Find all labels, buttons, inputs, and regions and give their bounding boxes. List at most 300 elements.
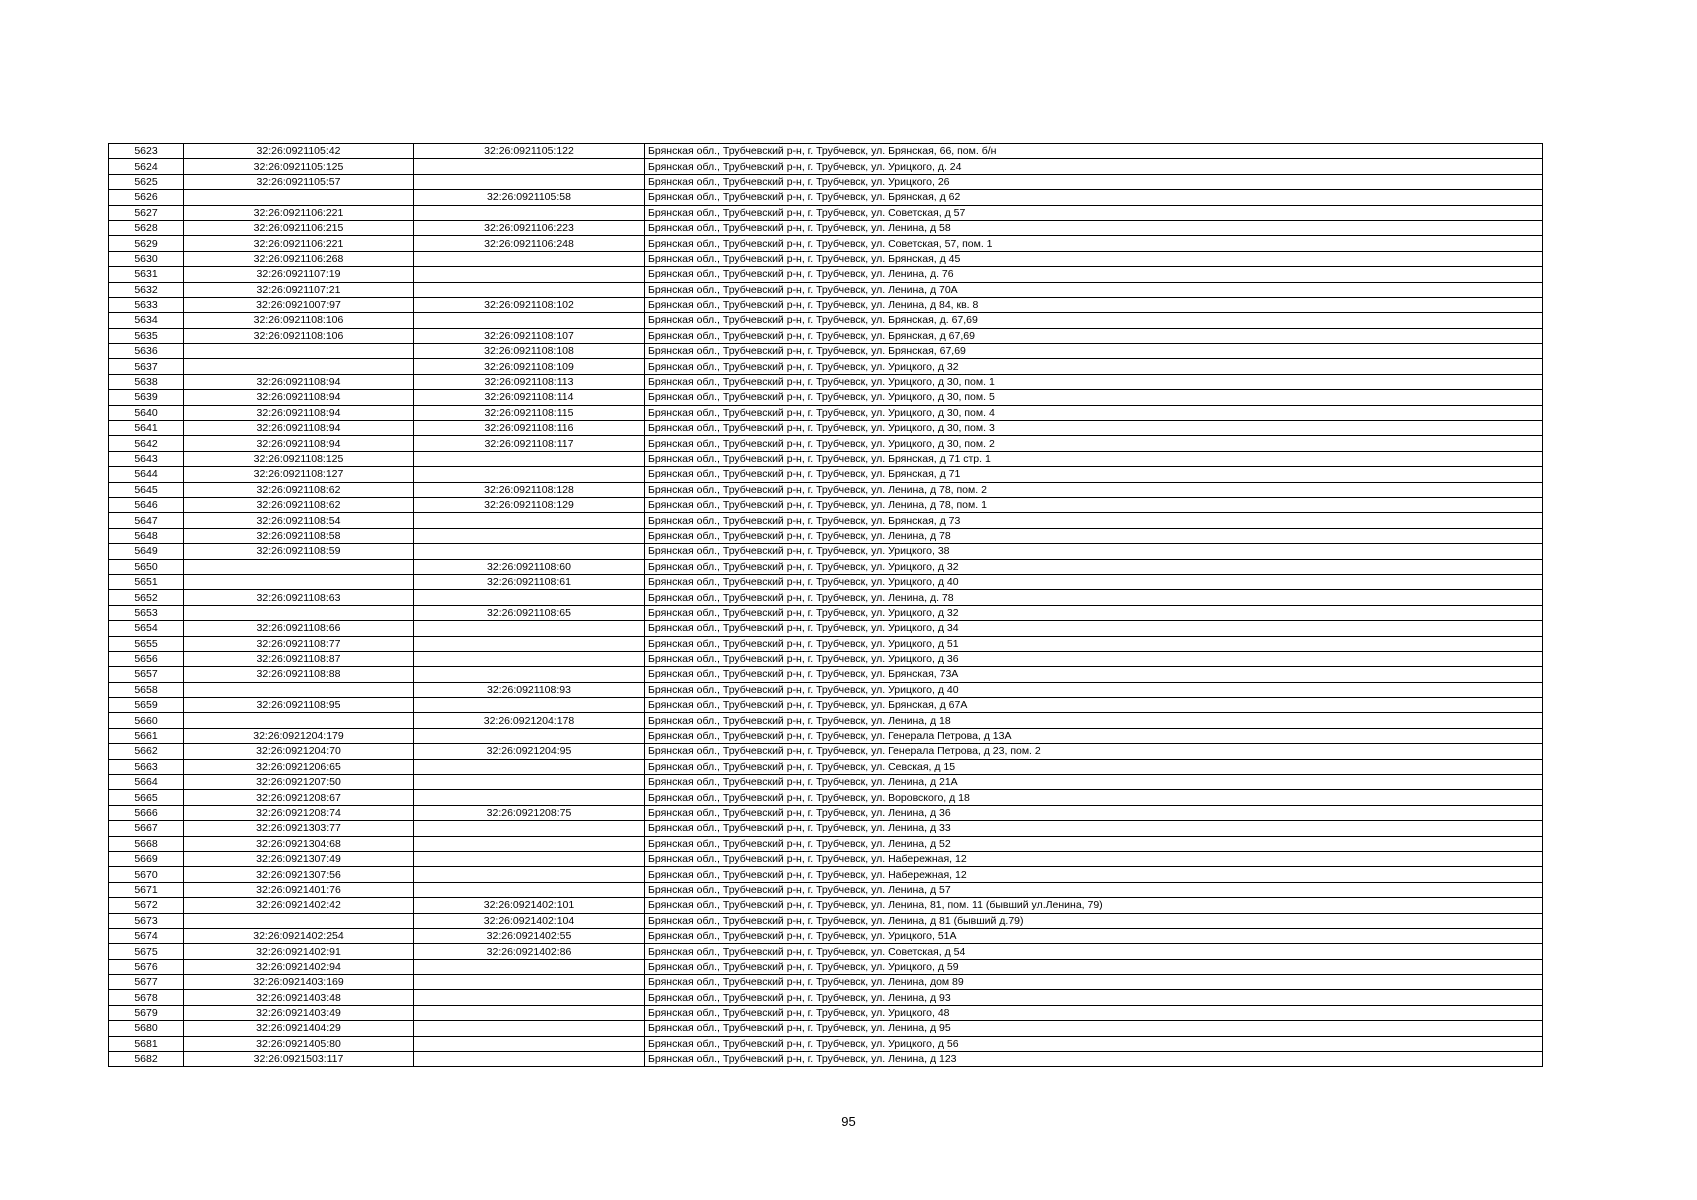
row-number-cell: 5668 <box>109 836 184 851</box>
cadastral-number-cell: 32:26:0921303:77 <box>184 821 414 836</box>
premises-cadastral-number-cell <box>414 651 645 666</box>
table-row <box>109 405 1543 420</box>
cadastral-number-cell: 32:26:0921307:56 <box>184 867 414 882</box>
cadastral-number-cell <box>184 713 414 728</box>
table-row <box>109 251 1543 266</box>
address-cell: Брянская обл., Трубчевский р-н, г. Трубчевск, ул. Севская, д 15 <box>645 759 1543 774</box>
row-number-cell: 5651 <box>109 574 184 589</box>
table-row <box>109 851 1543 866</box>
cadastral-number-cell: 32:26:0921204:70 <box>184 744 414 759</box>
cadastral-number-cell: 32:26:0921108:62 <box>184 497 414 512</box>
table-row <box>109 728 1543 743</box>
address-cell: Брянская обл., Трубчевский р-н, г. Трубчевск, ул. Генерала Петрова, д 13А <box>645 728 1543 743</box>
premises-cadastral-number-cell <box>414 590 645 605</box>
premises-cadastral-number-cell: 32:26:0921108:116 <box>414 421 645 436</box>
premises-cadastral-number-cell: 32:26:0921108:93 <box>414 682 645 697</box>
address-cell: Брянская обл., Трубчевский р-н, г. Трубчевск, ул. Советская, 57, пом. 1 <box>645 236 1543 251</box>
row-number-cell: 5669 <box>109 851 184 866</box>
cadastral-number-cell: 32:26:0921108:54 <box>184 513 414 528</box>
table-row <box>109 1036 1543 1051</box>
premises-cadastral-number-cell: 32:26:0921108:129 <box>414 497 645 512</box>
premises-cadastral-number-cell <box>414 267 645 282</box>
premises-cadastral-number-cell <box>414 467 645 482</box>
cadastral-number-cell: 32:26:0921108:94 <box>184 374 414 389</box>
address-cell: Брянская обл., Трубчевский р-н, г. Трубчевск, ул. Урицкого, д 36 <box>645 651 1543 666</box>
premises-cadastral-number-cell <box>414 698 645 713</box>
premises-cadastral-number-cell: 32:26:0921108:113 <box>414 374 645 389</box>
row-number-cell: 5655 <box>109 636 184 651</box>
premises-cadastral-number-cell: 32:26:0921204:95 <box>414 744 645 759</box>
row-number-cell: 5678 <box>109 990 184 1005</box>
premises-cadastral-number-cell: 32:26:0921106:223 <box>414 220 645 235</box>
page-number: 95 <box>841 1114 856 1129</box>
cadastral-number-cell: 32:26:0921108:58 <box>184 528 414 543</box>
cadastral-number-cell: 32:26:0921403:49 <box>184 1005 414 1020</box>
row-number-cell: 5624 <box>109 159 184 174</box>
cadastral-number-cell: 32:26:0921106:221 <box>184 236 414 251</box>
address-cell: Брянская обл., Трубчевский р-н, г. Трубчевск, ул. Урицкого, д 40 <box>645 682 1543 697</box>
premises-cadastral-number-cell <box>414 867 645 882</box>
cadastral-number-cell: 32:26:0921503:117 <box>184 1052 414 1067</box>
cadastral-number-cell: 32:26:0921108:88 <box>184 667 414 682</box>
cadastral-number-cell: 32:26:0921207:50 <box>184 775 414 790</box>
table-row <box>109 898 1543 913</box>
cadastral-number-cell: 32:26:0921108:94 <box>184 421 414 436</box>
premises-cadastral-number-cell <box>414 1036 645 1051</box>
row-number-cell: 5623 <box>109 144 184 159</box>
table-row <box>109 590 1543 605</box>
table-row <box>109 975 1543 990</box>
premises-cadastral-number-cell: 32:26:0921208:75 <box>414 805 645 820</box>
address-cell: Брянская обл., Трубчевский р-н, г. Трубчевск, ул. Советская, д 57 <box>645 205 1543 220</box>
row-number-cell: 5659 <box>109 698 184 713</box>
address-cell: Брянская обл., Трубчевский р-н, г. Трубчевск, ул. Ленина, д 58 <box>645 220 1543 235</box>
address-cell: Брянская обл., Трубчевский р-н, г. Трубчевск, ул. Ленина, д 78 <box>645 528 1543 543</box>
address-cell: Брянская обл., Трубчевский р-н, г. Трубчевск, ул. Урицкого, д. 24 <box>645 159 1543 174</box>
address-cell: Брянская обл., Трубчевский р-н, г. Трубчевск, ул. Урицкого, д 56 <box>645 1036 1543 1051</box>
row-number-cell: 5653 <box>109 605 184 620</box>
address-cell: Брянская обл., Трубчевский р-н, г. Трубчевск, ул. Брянская, 73А <box>645 667 1543 682</box>
address-cell: Брянская обл., Трубчевский р-н, г. Трубчевск, ул. Урицкого, д 51 <box>645 636 1543 651</box>
table-row <box>109 667 1543 682</box>
table-row <box>109 220 1543 235</box>
table-row <box>109 513 1543 528</box>
address-cell: Брянская обл., Трубчевский р-н, г. Трубчевск, ул. Брянская, д 71 <box>645 467 1543 482</box>
address-cell: Брянская обл., Трубчевский р-н, г. Трубчевск, ул. Ленина, д 123 <box>645 1052 1543 1067</box>
premises-cadastral-number-cell <box>414 513 645 528</box>
row-number-cell: 5682 <box>109 1052 184 1067</box>
row-number-cell: 5681 <box>109 1036 184 1051</box>
address-cell: Брянская обл., Трубчевский р-н, г. Трубчевск, ул. Урицкого, 26 <box>645 174 1543 189</box>
premises-cadastral-number-cell <box>414 959 645 974</box>
cadastral-number-cell: 32:26:0921206:65 <box>184 759 414 774</box>
address-cell: Брянская обл., Трубчевский р-н, г. Трубчевск, ул. Ленина, д 84, кв. 8 <box>645 297 1543 312</box>
premises-cadastral-number-cell: 32:26:0921108:115 <box>414 405 645 420</box>
address-cell: Брянская обл., Трубчевский р-н, г. Трубчевск, ул. Ленина, д 93 <box>645 990 1543 1005</box>
cadastral-number-cell: 32:26:0921108:94 <box>184 405 414 420</box>
premises-cadastral-number-cell <box>414 528 645 543</box>
table-row <box>109 775 1543 790</box>
table-row <box>109 344 1543 359</box>
table-row <box>109 1021 1543 1036</box>
address-cell: Брянская обл., Трубчевский р-н, г. Трубчевск, ул. Ленина, д 57 <box>645 882 1543 897</box>
premises-cadastral-number-cell <box>414 836 645 851</box>
cadastral-number-cell <box>184 574 414 589</box>
address-cell: Брянская обл., Трубчевский р-н, г. Трубчевск, ул. Ленина, д 52 <box>645 836 1543 851</box>
row-number-cell: 5649 <box>109 544 184 559</box>
row-number-cell: 5642 <box>109 436 184 451</box>
premises-cadastral-number-cell <box>414 775 645 790</box>
row-number-cell: 5638 <box>109 374 184 389</box>
cadastral-number-cell: 32:26:0921403:48 <box>184 990 414 1005</box>
cadastral-number-cell: 32:26:0921107:21 <box>184 282 414 297</box>
cadastral-number-cell: 32:26:0921208:74 <box>184 805 414 820</box>
cadastral-number-cell: 32:26:0921108:62 <box>184 482 414 497</box>
row-number-cell: 5665 <box>109 790 184 805</box>
address-cell: Брянская обл., Трубчевский р-н, г. Трубчевск, ул. Урицкого, д 40 <box>645 574 1543 589</box>
row-number-cell: 5674 <box>109 928 184 943</box>
cadastral-number-cell: 32:26:0921108:94 <box>184 436 414 451</box>
premises-cadastral-number-cell: 32:26:0921402:104 <box>414 913 645 928</box>
premises-cadastral-number-cell <box>414 975 645 990</box>
cadastral-number-cell: 32:26:0921106:221 <box>184 205 414 220</box>
cadastral-number-cell: 32:26:0921304:68 <box>184 836 414 851</box>
registry-body <box>109 144 1543 1067</box>
table-row <box>109 836 1543 851</box>
table-row <box>109 313 1543 328</box>
premises-cadastral-number-cell <box>414 851 645 866</box>
row-number-cell: 5657 <box>109 667 184 682</box>
table-row <box>109 282 1543 297</box>
cadastral-number-cell: 32:26:0921402:91 <box>184 944 414 959</box>
table-row <box>109 559 1543 574</box>
address-cell: Брянская обл., Трубчевский р-н, г. Трубчевск, ул. Брянская, д 67,69 <box>645 328 1543 343</box>
address-cell: Брянская обл., Трубчевский р-н, г. Трубчевск, ул. Советская, д 54 <box>645 944 1543 959</box>
table-row <box>109 805 1543 820</box>
premises-cadastral-number-cell <box>414 544 645 559</box>
table-row <box>109 928 1543 943</box>
premises-cadastral-number-cell: 32:26:0921402:55 <box>414 928 645 943</box>
cadastral-number-cell: 32:26:0921108:106 <box>184 313 414 328</box>
table-row <box>109 1052 1543 1067</box>
cadastral-number-cell <box>184 344 414 359</box>
address-cell: Брянская обл., Трубчевский р-н, г. Трубчевск, ул. Брянская, д 73 <box>645 513 1543 528</box>
table-row <box>109 605 1543 620</box>
table-row <box>109 421 1543 436</box>
table-row <box>109 374 1543 389</box>
row-number-cell: 5661 <box>109 728 184 743</box>
row-number-cell: 5628 <box>109 220 184 235</box>
premises-cadastral-number-cell: 32:26:0921108:117 <box>414 436 645 451</box>
row-number-cell: 5625 <box>109 174 184 189</box>
premises-cadastral-number-cell: 32:26:0921108:128 <box>414 482 645 497</box>
table-row <box>109 990 1543 1005</box>
address-cell: Брянская обл., Трубчевский р-н, г. Трубчевск, ул. Брянская, 67,69 <box>645 344 1543 359</box>
table-row <box>109 713 1543 728</box>
row-number-cell: 5663 <box>109 759 184 774</box>
table-row <box>109 882 1543 897</box>
premises-cadastral-number-cell: 32:26:0921108:109 <box>414 359 645 374</box>
row-number-cell: 5632 <box>109 282 184 297</box>
row-number-cell: 5662 <box>109 744 184 759</box>
cadastral-number-cell: 32:26:0921007:97 <box>184 297 414 312</box>
table-row <box>109 528 1543 543</box>
row-number-cell: 5676 <box>109 959 184 974</box>
row-number-cell: 5670 <box>109 867 184 882</box>
premises-cadastral-number-cell <box>414 313 645 328</box>
row-number-cell: 5667 <box>109 821 184 836</box>
table-row <box>109 144 1543 159</box>
row-number-cell: 5679 <box>109 1005 184 1020</box>
address-cell: Брянская обл., Трубчевский р-н, г. Трубчевск, ул. Урицкого, д 30, пом. 3 <box>645 421 1543 436</box>
table-row <box>109 359 1543 374</box>
premises-cadastral-number-cell <box>414 451 645 466</box>
address-cell: Брянская обл., Трубчевский р-н, г. Трубчевск, ул. Урицкого, д 32 <box>645 359 1543 374</box>
cadastral-number-cell: 32:26:0921108:87 <box>184 651 414 666</box>
row-number-cell: 5627 <box>109 205 184 220</box>
table-row <box>109 297 1543 312</box>
row-number-cell: 5658 <box>109 682 184 697</box>
cadastral-number-cell: 32:26:0921108:66 <box>184 621 414 636</box>
premises-cadastral-number-cell <box>414 790 645 805</box>
table-row <box>109 698 1543 713</box>
address-cell: Брянская обл., Трубчевский р-н, г. Трубчевск, ул. Ленина, д 33 <box>645 821 1543 836</box>
table-row <box>109 944 1543 959</box>
address-cell: Брянская обл., Трубчевский р-н, г. Трубчевск, ул. Брянская, д 45 <box>645 251 1543 266</box>
row-number-cell: 5671 <box>109 882 184 897</box>
address-cell: Брянская обл., Трубчевский р-н, г. Трубчевск, ул. Воровского, д 18 <box>645 790 1543 805</box>
address-cell: Брянская обл., Трубчевский р-н, г. Трубчевск, ул. Урицкого, д 30, пом. 1 <box>645 374 1543 389</box>
premises-cadastral-number-cell <box>414 821 645 836</box>
row-number-cell: 5636 <box>109 344 184 359</box>
row-number-cell: 5635 <box>109 328 184 343</box>
address-cell: Брянская обл., Трубчевский р-н, г. Трубчевск, ул. Брянская, д. 67,69 <box>645 313 1543 328</box>
table-row <box>109 205 1543 220</box>
row-number-cell: 5647 <box>109 513 184 528</box>
address-cell: Брянская обл., Трубчевский р-н, г. Трубчевск, ул. Ленина, д. 76 <box>645 267 1543 282</box>
address-cell: Брянская обл., Трубчевский р-н, г. Трубчевск, ул. Ленина, д 21А <box>645 775 1543 790</box>
premises-cadastral-number-cell <box>414 990 645 1005</box>
table-row <box>109 959 1543 974</box>
row-number-cell: 5650 <box>109 559 184 574</box>
table-row <box>109 651 1543 666</box>
cadastral-number-cell: 32:26:0921401:76 <box>184 882 414 897</box>
premises-cadastral-number-cell <box>414 728 645 743</box>
premises-cadastral-number-cell: 32:26:0921105:58 <box>414 190 645 205</box>
premises-cadastral-number-cell <box>414 882 645 897</box>
address-cell: Брянская обл., Трубчевский р-н, г. Трубчевск, ул. Урицкого, д 30, пом. 5 <box>645 390 1543 405</box>
premises-cadastral-number-cell: 32:26:0921402:101 <box>414 898 645 913</box>
table-row <box>109 821 1543 836</box>
address-cell: Брянская обл., Трубчевский р-н, г. Трубчевск, ул. Брянская, 66, пом. б/н <box>645 144 1543 159</box>
row-number-cell: 5646 <box>109 497 184 512</box>
row-number-cell: 5641 <box>109 421 184 436</box>
row-number-cell: 5643 <box>109 451 184 466</box>
table-row <box>109 159 1543 174</box>
cadastral-number-cell: 32:26:0921108:106 <box>184 328 414 343</box>
row-number-cell: 5630 <box>109 251 184 266</box>
cadastral-number-cell: 32:26:0921108:95 <box>184 698 414 713</box>
cadastral-number-cell <box>184 605 414 620</box>
premises-cadastral-number-cell <box>414 636 645 651</box>
table-row <box>109 544 1543 559</box>
address-cell: Брянская обл., Трубчевский р-н, г. Трубчевск, ул. Ленина, д 78, пом. 2 <box>645 482 1543 497</box>
table-row <box>109 467 1543 482</box>
premises-cadastral-number-cell: 32:26:0921106:248 <box>414 236 645 251</box>
row-number-cell: 5654 <box>109 621 184 636</box>
table-row <box>109 236 1543 251</box>
cadastral-number-cell: 32:26:0921108:125 <box>184 451 414 466</box>
address-cell: Брянская обл., Трубчевский р-н, г. Трубчевск, ул. Урицкого, д 32 <box>645 559 1543 574</box>
table-row <box>109 482 1543 497</box>
address-cell: Брянская обл., Трубчевский р-н, г. Трубчевск, ул. Ленина, д 18 <box>645 713 1543 728</box>
cadastral-number-cell <box>184 559 414 574</box>
cadastral-number-cell: 32:26:0921404:29 <box>184 1021 414 1036</box>
address-cell: Брянская обл., Трубчевский р-н, г. Трубчевск, ул. Брянская, д 62 <box>645 190 1543 205</box>
premises-cadastral-number-cell <box>414 205 645 220</box>
cadastral-number-cell: 32:26:0921402:42 <box>184 898 414 913</box>
table-row <box>109 790 1543 805</box>
cadastral-number-cell: 32:26:0921105:57 <box>184 174 414 189</box>
premises-cadastral-number-cell <box>414 1021 645 1036</box>
premises-cadastral-number-cell: 32:26:0921108:108 <box>414 344 645 359</box>
cadastral-number-cell: 32:26:0921106:268 <box>184 251 414 266</box>
table-row <box>109 744 1543 759</box>
row-number-cell: 5644 <box>109 467 184 482</box>
cadastral-number-cell: 32:26:0921307:49 <box>184 851 414 866</box>
row-number-cell: 5626 <box>109 190 184 205</box>
table-row <box>109 682 1543 697</box>
table-row <box>109 390 1543 405</box>
table-row <box>109 621 1543 636</box>
address-cell: Брянская обл., Трубчевский р-н, г. Трубчевск, ул. Урицкого, д 32 <box>645 605 1543 620</box>
row-number-cell: 5656 <box>109 651 184 666</box>
table-row <box>109 1005 1543 1020</box>
premises-cadastral-number-cell <box>414 251 645 266</box>
premises-cadastral-number-cell: 32:26:0921108:114 <box>414 390 645 405</box>
table-row <box>109 913 1543 928</box>
cadastral-number-cell: 32:26:0921106:215 <box>184 220 414 235</box>
row-number-cell: 5675 <box>109 944 184 959</box>
row-number-cell: 5652 <box>109 590 184 605</box>
address-cell: Брянская обл., Трубчевский р-н, г. Трубчевск, ул. Брянская, д 67А <box>645 698 1543 713</box>
address-cell: Брянская обл., Трубчевский р-н, г. Трубчевск, ул. Ленина, д 78, пом. 1 <box>645 497 1543 512</box>
cadastral-number-cell: 32:26:0921108:77 <box>184 636 414 651</box>
premises-cadastral-number-cell <box>414 621 645 636</box>
cadastral-number-cell: 32:26:0921402:254 <box>184 928 414 943</box>
address-cell: Брянская обл., Трубчевский р-н, г. Трубчевск, ул. Набережная, 12 <box>645 851 1543 866</box>
row-number-cell: 5680 <box>109 1021 184 1036</box>
row-number-cell: 5634 <box>109 313 184 328</box>
address-cell: Брянская обл., Трубчевский р-н, г. Трубчевск, ул. Ленина, д. 78 <box>645 590 1543 605</box>
premises-cadastral-number-cell <box>414 174 645 189</box>
table-row <box>109 867 1543 882</box>
cadastral-number-cell <box>184 682 414 697</box>
address-cell: Брянская обл., Трубчевский р-н, г. Трубчевск, ул. Ленина, д 70А <box>645 282 1543 297</box>
address-cell: Брянская обл., Трубчевский р-н, г. Трубчевск, ул. Ленина, д 81 (бывший д.79) <box>645 913 1543 928</box>
table-row <box>109 497 1543 512</box>
table-row <box>109 574 1543 589</box>
cadastral-number-cell: 32:26:0921105:125 <box>184 159 414 174</box>
cadastral-number-cell <box>184 359 414 374</box>
cadastral-number-cell: 32:26:0921108:94 <box>184 390 414 405</box>
address-cell: Брянская обл., Трубчевский р-н, г. Трубчевск, ул. Ленина, дом 89 <box>645 975 1543 990</box>
table-row <box>109 328 1543 343</box>
row-number-cell: 5672 <box>109 898 184 913</box>
address-cell: Брянская обл., Трубчевский р-н, г. Трубчевск, ул. Урицкого, д 30, пом. 2 <box>645 436 1543 451</box>
premises-cadastral-number-cell: 32:26:0921108:107 <box>414 328 645 343</box>
table-row <box>109 436 1543 451</box>
cadastral-number-cell: 32:26:0921208:67 <box>184 790 414 805</box>
table-row <box>109 190 1543 205</box>
address-cell: Брянская обл., Трубчевский р-н, г. Трубчевск, ул. Набережная, 12 <box>645 867 1543 882</box>
row-number-cell: 5631 <box>109 267 184 282</box>
address-cell: Брянская обл., Трубчевский р-н, г. Трубчевск, ул. Ленина, д 95 <box>645 1021 1543 1036</box>
cadastral-number-cell: 32:26:0921108:127 <box>184 467 414 482</box>
premises-cadastral-number-cell <box>414 759 645 774</box>
premises-cadastral-number-cell: 32:26:0921108:60 <box>414 559 645 574</box>
row-number-cell: 5633 <box>109 297 184 312</box>
property-registry-table <box>108 143 1543 1067</box>
row-number-cell: 5677 <box>109 975 184 990</box>
row-number-cell: 5629 <box>109 236 184 251</box>
premises-cadastral-number-cell: 32:26:0921108:65 <box>414 605 645 620</box>
premises-cadastral-number-cell <box>414 1005 645 1020</box>
row-number-cell: 5673 <box>109 913 184 928</box>
address-cell: Брянская обл., Трубчевский р-н, г. Трубчевск, ул. Урицкого, 48 <box>645 1005 1543 1020</box>
address-cell: Брянская обл., Трубчевский р-н, г. Трубчевск, ул. Урицкого, д 59 <box>645 959 1543 974</box>
row-number-cell: 5666 <box>109 805 184 820</box>
row-number-cell: 5645 <box>109 482 184 497</box>
row-number-cell: 5640 <box>109 405 184 420</box>
address-cell: Брянская обл., Трубчевский р-н, г. Трубчевск, ул. Урицкого, 51А <box>645 928 1543 943</box>
row-number-cell: 5637 <box>109 359 184 374</box>
cadastral-number-cell: 32:26:0921105:42 <box>184 144 414 159</box>
row-number-cell: 5648 <box>109 528 184 543</box>
address-cell: Брянская обл., Трубчевский р-н, г. Трубчевск, ул. Генерала Петрова, д 23, пом. 2 <box>645 744 1543 759</box>
table-row <box>109 267 1543 282</box>
premises-cadastral-number-cell <box>414 1052 645 1067</box>
table-row <box>109 451 1543 466</box>
premises-cadastral-number-cell <box>414 159 645 174</box>
cadastral-number-cell: 32:26:0921204:179 <box>184 728 414 743</box>
address-cell: Брянская обл., Трубчевский р-н, г. Трубчевск, ул. Ленина, 81, пом. 11 (бывший ул.Ленина, 79) <box>645 898 1543 913</box>
row-number-cell: 5660 <box>109 713 184 728</box>
premises-cadastral-number-cell: 32:26:0921204:178 <box>414 713 645 728</box>
table-row <box>109 174 1543 189</box>
premises-cadastral-number-cell: 32:26:0921108:102 <box>414 297 645 312</box>
cadastral-number-cell: 32:26:0921108:59 <box>184 544 414 559</box>
cadastral-number-cell <box>184 913 414 928</box>
cadastral-number-cell: 32:26:0921402:94 <box>184 959 414 974</box>
table-row <box>109 759 1543 774</box>
cadastral-number-cell: 32:26:0921403:169 <box>184 975 414 990</box>
address-cell: Брянская обл., Трубчевский р-н, г. Трубчевск, ул. Урицкого, д 30, пом. 4 <box>645 405 1543 420</box>
table-row <box>109 636 1543 651</box>
address-cell: Брянская обл., Трубчевский р-н, г. Трубчевск, ул. Урицкого, д 34 <box>645 621 1543 636</box>
premises-cadastral-number-cell: 32:26:0921105:122 <box>414 144 645 159</box>
address-cell: Брянская обл., Трубчевский р-н, г. Трубчевск, ул. Брянская, д 71 стр. 1 <box>645 451 1543 466</box>
address-cell: Брянская обл., Трубчевский р-н, г. Трубчевск, ул. Урицкого, 38 <box>645 544 1543 559</box>
cadastral-number-cell: 32:26:0921405:80 <box>184 1036 414 1051</box>
cadastral-number-cell: 32:26:0921107:19 <box>184 267 414 282</box>
premises-cadastral-number-cell <box>414 282 645 297</box>
address-cell: Брянская обл., Трубчевский р-н, г. Трубчевск, ул. Ленина, д 36 <box>645 805 1543 820</box>
premises-cadastral-number-cell <box>414 667 645 682</box>
cadastral-number-cell: 32:26:0921108:63 <box>184 590 414 605</box>
cadastral-number-cell <box>184 190 414 205</box>
row-number-cell: 5664 <box>109 775 184 790</box>
